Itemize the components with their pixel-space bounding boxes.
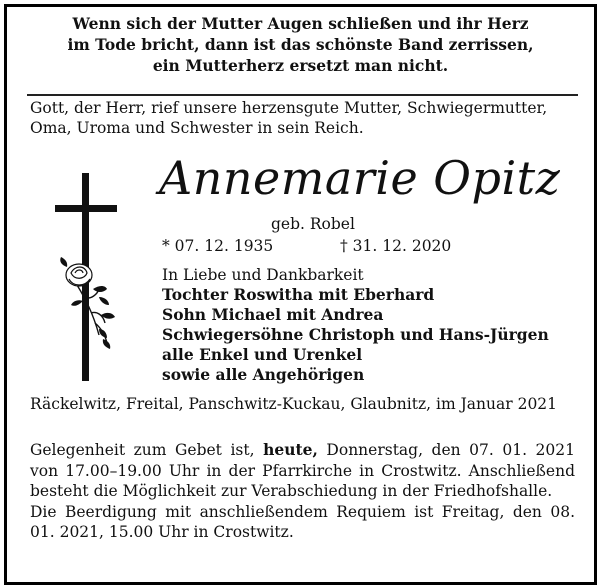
prayer-text-start: Gelegenheit zum Gebet ist, <box>30 441 264 459</box>
mourners-block <box>162 265 549 385</box>
divider <box>27 94 578 96</box>
motto-line: ein Mutterherz ersetzt man nicht. <box>152 56 449 75</box>
mourner-line: Schwiegersöhne Christoph und Hans-Jürgen <box>162 325 549 344</box>
mourner-line: Sohn Michael mit Andrea <box>162 305 384 324</box>
mourner-line: sowie alle Angehörigen <box>162 365 365 384</box>
mourner-line: Tochter Roswitha mit Eberhard <box>162 285 435 304</box>
motto-line: Wenn sich der Mutter Augen schließen und ihr Herz <box>72 14 529 33</box>
places-and-date: Räckelwitz, Freital, Panschwitz-Kuckau, Glaubnitz, im Januar 2021 <box>30 395 558 413</box>
obituary-frame <box>4 4 597 585</box>
motto-line: im Tode bricht, dann ist das schönste Band zerrissen, <box>67 35 534 54</box>
mourners-intro: In Liebe und Dankbarkeit <box>162 266 364 284</box>
born-name: geb. Robel <box>271 215 355 233</box>
prayer-text-today: heute, <box>263 440 318 459</box>
deceased-name: Annemarie Opitz <box>159 151 561 205</box>
service-notice-funeral: Die Beerdigung mit anschließendem Requiem ist Freitag, den 08. 01. 2021, 15.00 Uhr in Crostwitz. <box>30 502 575 541</box>
death-date: † 31. 12. 2020 <box>340 237 452 255</box>
intro-text: Gott, der Herr, rief unsere herzensgute Mutter, Schwiegermutter, Oma, Uroma und Schwester in sein Reich. <box>30 99 548 137</box>
motto <box>7 13 594 76</box>
prayer-text-rest: Donnerstag, den 07. 01. 2021 von 17.00–19.00 Uhr in der Pfarrkirche in Crostwitz. Anschließend besteht die Möglichkeit zur Verabschiedung in der Friedhofshalle. <box>30 441 575 500</box>
service-notice <box>30 440 575 543</box>
cross-with-rose-icon <box>55 173 125 388</box>
service-notice-prayer <box>30 440 575 502</box>
mourner-line: alle Enkel und Urenkel <box>162 345 363 364</box>
birth-date: * 07. 12. 1935 <box>162 237 274 255</box>
